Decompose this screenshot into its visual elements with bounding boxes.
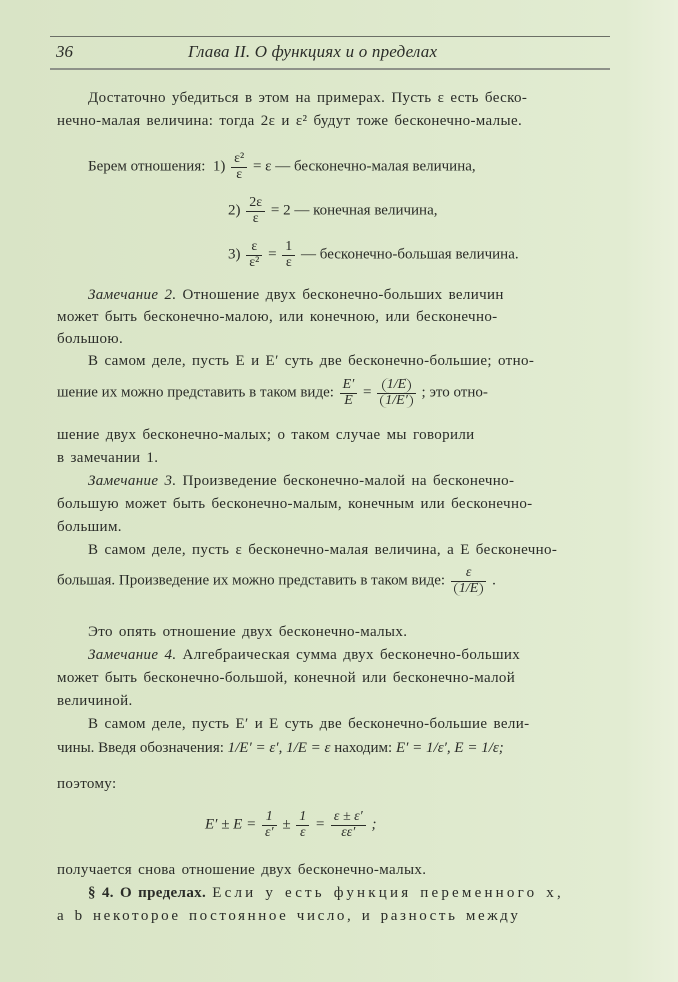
section-heading-line [88,885,564,902]
text: . [492,572,496,589]
equals-sign: = [268,246,277,263]
paragraph-line: величиной. [57,693,133,709]
ratio-2 [228,196,438,226]
section-title: § 4. О пределах. [88,885,207,901]
ratios-intro: Берем отношения: [88,158,206,175]
ratio-label: 2) [228,202,241,219]
text: чины. Введя обозначения: [57,740,224,756]
notation-line [57,740,504,757]
text: находим: [334,740,393,756]
text: Отношение двух бесконечно-больших величин [182,287,504,303]
remark-4-line [88,647,520,664]
definition: 1/E′ = ε′, [227,740,283,756]
fraction: $\frac{\text{ε²}}{\varepsilon}$ [231,152,247,182]
paragraph-line: большою. [57,331,124,347]
equals-sign: = [363,384,372,401]
fraction: $\frac{2\varepsilon}{\varepsilon}$ [246,196,265,226]
ratio-1 [88,152,476,182]
text: Если y есть функция переменного x, [212,885,564,901]
ratio-result: = ε — бесконечно-малая величина, [252,158,476,175]
paragraph-line: Достаточно убедиться в этом на примерах. Пусть ε есть беско- [88,90,528,106]
ratio-label: 1) [212,158,226,175]
fraction: $\frac{\varepsilon}{1/E}$ [451,566,486,596]
result: E = 1/ε; [454,740,504,756]
fraction: $\frac{\varepsilon \pm \varepsilon'}{\varepsilon\varepsilon'}$ [331,810,366,840]
text: ; это отно- [421,384,488,401]
ratio-3 [228,240,519,270]
fraction: $\frac{1/E}{1/E'}$ [377,378,416,408]
paragraph-line: В самом деле, пусть E′ и E суть две бесконечно-большие вели- [88,716,530,732]
text: шение их можно представить в таком виде: [57,384,334,401]
paragraph-line: В самом деле, пусть E и E′ суть две бесконечно-большие; отно- [88,353,535,369]
remark-title: Замечание 4. [88,647,177,663]
paragraph-line: В самом деле, пусть ε бесконечно-малая величина, а E бесконечно- [88,542,558,558]
result: E′ = 1/ε′, [395,740,451,756]
definition: 1/E = ε [286,740,331,756]
page-number: 36 [56,42,73,61]
paragraph-line: поэтому: [57,776,117,792]
text: большая. Произведение их можно представить в таком виде: [57,572,446,589]
ratio-result: = 2 — конечная величина, [270,202,438,219]
ratio-label: 3) [228,246,241,263]
remark-2-line [88,287,504,304]
paragraph-line: шение двух бесконечно-малых; о таком случае мы говорили [57,427,475,443]
paragraph-line: получается снова отношение двух бесконечно-малых. [57,862,427,878]
paragraph-line: может быть бесконечно-малою, или конечною, или бесконечно- [57,309,498,325]
fraction: $\frac{1}{\varepsilon}$ [282,240,295,270]
text: Произведение бесконечно-малой на бесконечно- [182,473,515,489]
running-title: Глава II. О функциях и о пределах [188,42,438,61]
header-rule-bottom [50,68,610,70]
paragraph-line: может быть бесконечно-большой, конечной или бесконечно-малой [57,670,516,686]
paragraph-line: нечно-малая величина: тогда 2ε и ε² будут тоже бесконечно-малые. [57,113,523,129]
remark-title: Замечание 2. [88,287,177,303]
ratio-result: — бесконечно-большая величина. [301,246,519,263]
paragraph-line: большую может быть бесконечно-малым, конечным или бесконечно- [57,496,533,512]
product-formula-line [57,566,496,596]
fraction: $\frac{1}{\varepsilon}$ [296,810,309,840]
remark-title: Замечание 3. [88,473,177,489]
remark-3-line [88,473,514,490]
header-rule-top [50,36,610,37]
paragraph-line: в замечании 1. [57,450,159,466]
paragraph-line: a b некоторое постоянное число, и разность между [57,908,521,924]
fraction: $\frac{\varepsilon}{\text{ε²}}$ [246,240,262,270]
paragraph-line: Это опять отношение двух бесконечно-малых. [88,624,408,640]
fraction: $\frac{1}{\varepsilon'}$ [262,810,277,840]
ratio-formula-line [57,378,488,408]
sum-formula: E′ ± E = $\frac{1}{\varepsilon'}$ ± $\frac{1}{\varepsilon}$ = $\frac{\varepsilon \pm \varepsilon'}{\varepsilon\varepsilon'}$ ; [205,809,377,840]
fraction: $\frac{E'}{E}$ [340,378,358,408]
paragraph-line: большим. [57,519,122,535]
text: Алгебраическая сумма двух бесконечно-больших [182,647,521,663]
